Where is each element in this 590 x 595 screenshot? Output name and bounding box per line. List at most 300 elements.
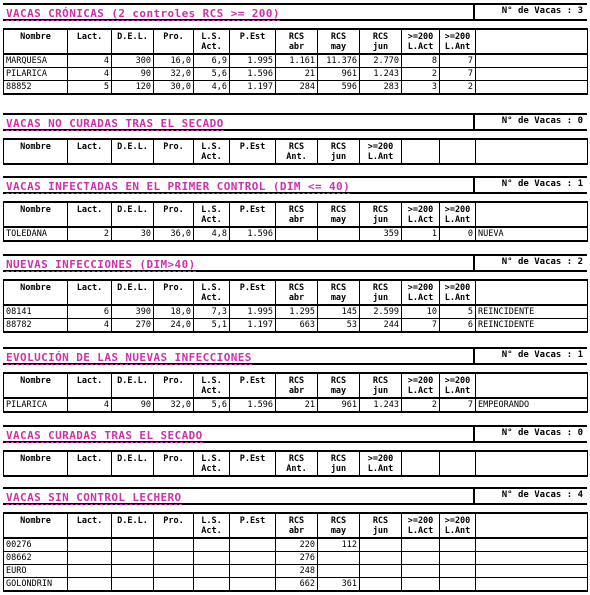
table-cell: 00276 [4,538,68,552]
table-cell [194,538,230,552]
table-cell: 4,8 [194,227,230,241]
column-header [402,202,440,227]
column-header: Pro. [154,513,194,538]
table-cell: 1.596 [230,68,276,81]
section-title: VACAS NO CURADAS TRAS EL SECADO [6,117,224,130]
table-cell: REINCIDENTE [476,305,588,319]
column-header: Pro. [154,280,194,305]
table-cell [476,54,588,68]
cow-table [3,279,588,333]
table-cell: 284 [276,81,318,95]
table-cell [318,552,360,565]
column-header [276,202,318,227]
table-cell: 7 [440,68,476,81]
table-header-row [4,451,588,476]
table-cell: 120 [112,81,154,95]
column-header: D.E.L. [112,513,154,538]
table-cell: 662 [276,578,318,592]
column-header-line: >=200 [407,283,434,293]
column-header-line: L.S. [201,516,222,526]
column-header-line: jun [372,386,389,396]
section-title: VACAS CURADAS TRAS EL SECADO [6,429,203,442]
table-cell [68,552,112,565]
column-header-line: abr [288,386,305,396]
column-header: Pro. [154,202,194,227]
table-cell [440,552,476,565]
table-cell [230,578,276,592]
cow-count-label: N° de Vacas : 1 [473,347,587,365]
column-header [440,202,476,227]
cow-table [3,201,588,242]
table-cell: 08141 [4,305,68,319]
column-header-line: RCS [372,516,389,526]
column-header-line: >=200 [407,32,434,42]
column-header-line: RCS [288,32,305,42]
column-header [318,451,360,476]
cow-table [3,138,588,165]
column-header: Lact. [68,202,112,227]
table-cell: EURO [4,565,68,578]
table-cell [68,538,112,552]
column-header-line: jun [372,215,389,225]
table-cell: 1.197 [230,81,276,95]
table-cell [402,552,440,565]
column-header: Nombre [4,202,68,227]
column-header: D.E.L. [112,280,154,305]
table-cell: EMPEORANDO [476,398,588,412]
column-header-line: Ant. [286,464,307,474]
table-cell: 10 [402,305,440,319]
report-section [3,113,587,165]
column-header [476,139,588,164]
column-header-line: L.Act [407,42,434,52]
column-header-line: RCS [372,205,389,215]
column-header-line: RCS [288,376,305,386]
column-header [360,280,402,305]
column-header-line: RCS [288,205,305,215]
table-row [4,305,588,319]
column-header-line: L.Ant [444,42,471,52]
column-header-line: abr [288,42,305,52]
column-header-line: L.S. [201,283,222,293]
table-cell: GOLONDRIN [4,578,68,592]
table-cell [440,578,476,592]
column-header-line: RCS [288,454,305,464]
cow-count-label: N° de Vacas : 3 [473,3,587,21]
column-header [476,513,588,538]
table-cell [318,227,360,241]
column-header-line: L.Act [407,526,434,536]
column-header-line: L.Ant [367,152,394,162]
cow-table [3,450,588,477]
column-header-line: L.Ant [444,526,471,536]
table-row [4,538,588,552]
column-header-line: >=200 [444,283,471,293]
section-header-bar [3,254,587,272]
column-header [476,202,588,227]
table-cell: 270 [112,319,154,333]
table-cell: 1.596 [230,227,276,241]
column-header [276,29,318,54]
column-header [318,29,360,54]
column-header: Lact. [68,280,112,305]
column-header [360,202,402,227]
column-header [402,513,440,538]
column-header: P.Est [230,202,276,227]
column-header-line: >=200 [444,376,471,386]
table-cell [230,552,276,565]
column-header [318,280,360,305]
column-header-line: RCS [330,205,347,215]
table-row [4,552,588,565]
column-header [276,451,318,476]
table-cell: 5,1 [194,319,230,333]
column-header [194,202,230,227]
column-header: Nombre [4,139,68,164]
column-header-line: >=200 [367,454,394,464]
column-header-line: L.Ant [444,386,471,396]
column-header: Nombre [4,280,68,305]
column-header: Nombre [4,513,68,538]
column-header-line: jun [372,42,389,52]
section-header-bar [3,425,587,443]
table-cell: 2.770 [360,54,402,68]
column-header-line: Ant. [286,152,307,162]
table-cell [476,578,588,592]
table-cell: 244 [360,319,402,333]
section-header-bar [3,3,587,21]
table-cell [476,565,588,578]
table-cell: 300 [112,54,154,68]
column-header [318,513,360,538]
cow-table [3,372,588,413]
table-cell: 53 [318,319,360,333]
table-cell: 11.376 [318,54,360,68]
column-header-line: jun [372,293,389,303]
table-cell [230,565,276,578]
table-header-row [4,139,588,164]
column-header [402,451,440,476]
table-row [4,54,588,68]
table-cell [360,552,402,565]
cow-count-label: N° de Vacas : 2 [473,254,587,272]
cow-count-label: N° de Vacas : 1 [473,176,587,194]
table-cell: 6 [68,305,112,319]
column-header-line: jun [372,526,389,536]
column-header-line: Act. [201,293,222,303]
table-cell: 7 [440,54,476,68]
column-header-line: RCS [288,516,305,526]
table-cell: 8 [402,54,440,68]
cow-table [3,28,588,95]
column-header [360,373,402,398]
column-header-line: abr [288,526,305,536]
column-header-line: L.Act [407,293,434,303]
table-cell: 36,0 [154,227,194,241]
table-cell [154,578,194,592]
table-cell: 4 [68,398,112,412]
table-cell: 220 [276,538,318,552]
column-header [276,139,318,164]
column-header-line: RCS [372,283,389,293]
column-header-line: L.S. [201,205,222,215]
table-cell: 30,0 [154,81,194,95]
column-header-line: Act. [201,215,222,225]
table-cell: 1.197 [230,319,276,333]
table-cell: 390 [112,305,154,319]
column-header: Lact. [68,139,112,164]
table-cell: 3 [402,81,440,95]
table-cell: 283 [360,81,402,95]
table-cell: 16,0 [154,54,194,68]
table-cell [360,578,402,592]
report-section [3,425,587,477]
column-header: D.E.L. [112,139,154,164]
column-header-line: may [330,293,347,303]
table-row [4,81,588,95]
table-cell: 961 [318,68,360,81]
column-header-line: L.Act [407,386,434,396]
column-header: Pro. [154,451,194,476]
column-header [194,29,230,54]
table-cell: 5,6 [194,398,230,412]
column-header: P.Est [230,139,276,164]
column-header-line: Act. [201,42,222,52]
table-cell: REINCIDENTE [476,319,588,333]
report-section [3,487,587,592]
column-header-line: jun [330,464,347,474]
table-cell [112,565,154,578]
column-header: P.Est [230,451,276,476]
table-cell [194,552,230,565]
table-cell [194,578,230,592]
table-cell [230,538,276,552]
table-cell: PILARICA [4,68,68,81]
table-row [4,398,588,412]
section-title: VACAS SIN CONTROL LECHERO [6,491,182,504]
column-header [276,280,318,305]
section-title: EVOLUCIÓN DE LAS NUEVAS INFECCIONES [6,351,252,364]
table-cell [476,68,588,81]
column-header-line: RCS [330,454,347,464]
table-cell: 4,6 [194,81,230,95]
column-header-line: Act. [201,386,222,396]
column-header-line: RCS [330,516,347,526]
table-cell: 2.599 [360,305,402,319]
column-header [360,451,402,476]
column-header-line: >=200 [407,516,434,526]
table-cell: 1.243 [360,398,402,412]
column-header-line: abr [288,293,305,303]
table-cell: 90 [112,398,154,412]
column-header: Nombre [4,373,68,398]
column-header-line: L.S. [201,142,222,152]
column-header [476,29,588,54]
column-header: Pro. [154,373,194,398]
section-header-bar [3,113,587,131]
table-cell: TOLEDANA [4,227,68,241]
table-cell: 2 [68,227,112,241]
column-header: Nombre [4,451,68,476]
column-header [402,29,440,54]
table-cell: 248 [276,565,318,578]
column-header: D.E.L. [112,29,154,54]
column-header-line: >=200 [444,516,471,526]
table-cell: 30 [112,227,154,241]
table-cell [112,552,154,565]
column-header-line: RCS [288,142,305,152]
section-title: VACAS INFECTADAS EN EL PRIMER CONTROL (DIM <= 40) [6,180,351,193]
column-header: P.Est [230,29,276,54]
table-cell: 1.295 [276,305,318,319]
table-cell: 5 [440,305,476,319]
column-header-line: RCS [372,376,389,386]
table-cell [440,538,476,552]
column-header: Lact. [68,513,112,538]
column-header-line: may [330,386,347,396]
column-header [194,451,230,476]
table-cell: 32,0 [154,398,194,412]
column-header-line: L.S. [201,376,222,386]
column-header: D.E.L. [112,373,154,398]
report-section [3,3,587,95]
column-header-line: RCS [330,142,347,152]
column-header-line: >=200 [407,205,434,215]
table-cell: 1.596 [230,398,276,412]
column-header [194,280,230,305]
table-row [4,565,588,578]
column-header [402,139,440,164]
column-header [440,513,476,538]
table-cell [402,538,440,552]
column-header [194,139,230,164]
table-row [4,68,588,81]
column-header-line: RCS [330,376,347,386]
table-cell: MARQUESA [4,54,68,68]
column-header: Pro. [154,29,194,54]
report-section [3,347,587,413]
section-header-bar [3,487,587,505]
column-header: P.Est [230,513,276,538]
table-cell: 5 [68,81,112,95]
table-cell: 08662 [4,552,68,565]
table-cell: 359 [360,227,402,241]
column-header [318,202,360,227]
column-header-line: may [330,42,347,52]
column-header [194,513,230,538]
table-cell: 7,3 [194,305,230,319]
column-header-line: L.Ant [367,464,394,474]
table-cell: 1.161 [276,54,318,68]
column-header-line: RCS [288,283,305,293]
column-header-line: L.S. [201,454,222,464]
table-cell: 4 [68,68,112,81]
column-header: P.Est [230,280,276,305]
table-cell [360,565,402,578]
table-header-row [4,513,588,538]
table-cell: PILARICA [4,398,68,412]
table-cell [360,538,402,552]
column-header [476,451,588,476]
table-cell [112,578,154,592]
table-cell [318,565,360,578]
table-cell: 0 [440,227,476,241]
table-cell [276,227,318,241]
column-header [402,373,440,398]
table-cell [68,565,112,578]
table-cell [476,552,588,565]
column-header [440,451,476,476]
table-cell: 1.995 [230,54,276,68]
table-cell: 6 [440,319,476,333]
report-section [3,176,587,242]
column-header: Pro. [154,139,194,164]
column-header [402,280,440,305]
column-header-line: RCS [330,32,347,42]
cow-count-label: N° de Vacas : 0 [473,113,587,131]
column-header: P.Est [230,373,276,398]
column-header: Lact. [68,29,112,54]
column-header: Lact. [68,451,112,476]
table-cell: 1.243 [360,68,402,81]
cow-count-label: N° de Vacas : 4 [473,487,587,505]
column-header-line: may [330,215,347,225]
section-title: VACAS CRÓNICAS (2 controles RCS >= 200) [6,7,280,20]
table-cell: 18,0 [154,305,194,319]
table-cell: 88852 [4,81,68,95]
column-header [360,29,402,54]
column-header [276,513,318,538]
table-cell [476,81,588,95]
table-cell: NUEVA [476,227,588,241]
table-cell: 7 [440,398,476,412]
table-cell: 90 [112,68,154,81]
column-header [194,373,230,398]
table-cell: 5,6 [194,68,230,81]
column-header [276,373,318,398]
table-row [4,578,588,592]
report-section [3,254,587,333]
table-cell: 88782 [4,319,68,333]
table-cell: 2 [402,398,440,412]
table-cell: 1 [402,227,440,241]
column-header [440,139,476,164]
table-cell: 7 [402,319,440,333]
column-header [440,29,476,54]
column-header-line: L.Act [407,215,434,225]
column-header [476,280,588,305]
table-cell: 24,0 [154,319,194,333]
column-header-line: L.S. [201,32,222,42]
table-cell: 2 [402,68,440,81]
column-header-line: may [330,526,347,536]
column-header [318,373,360,398]
table-header-row [4,280,588,305]
table-row [4,319,588,333]
column-header-line: >=200 [444,205,471,215]
table-cell: 4 [68,54,112,68]
table-cell [194,565,230,578]
table-cell: 21 [276,68,318,81]
cow-count-label: N° de Vacas : 0 [473,425,587,443]
table-cell: 276 [276,552,318,565]
column-header-line: Act. [201,152,222,162]
column-header-line: RCS [372,32,389,42]
column-header-line: RCS [330,283,347,293]
table-cell [402,565,440,578]
section-header-bar [3,176,587,194]
table-cell: 2 [440,81,476,95]
